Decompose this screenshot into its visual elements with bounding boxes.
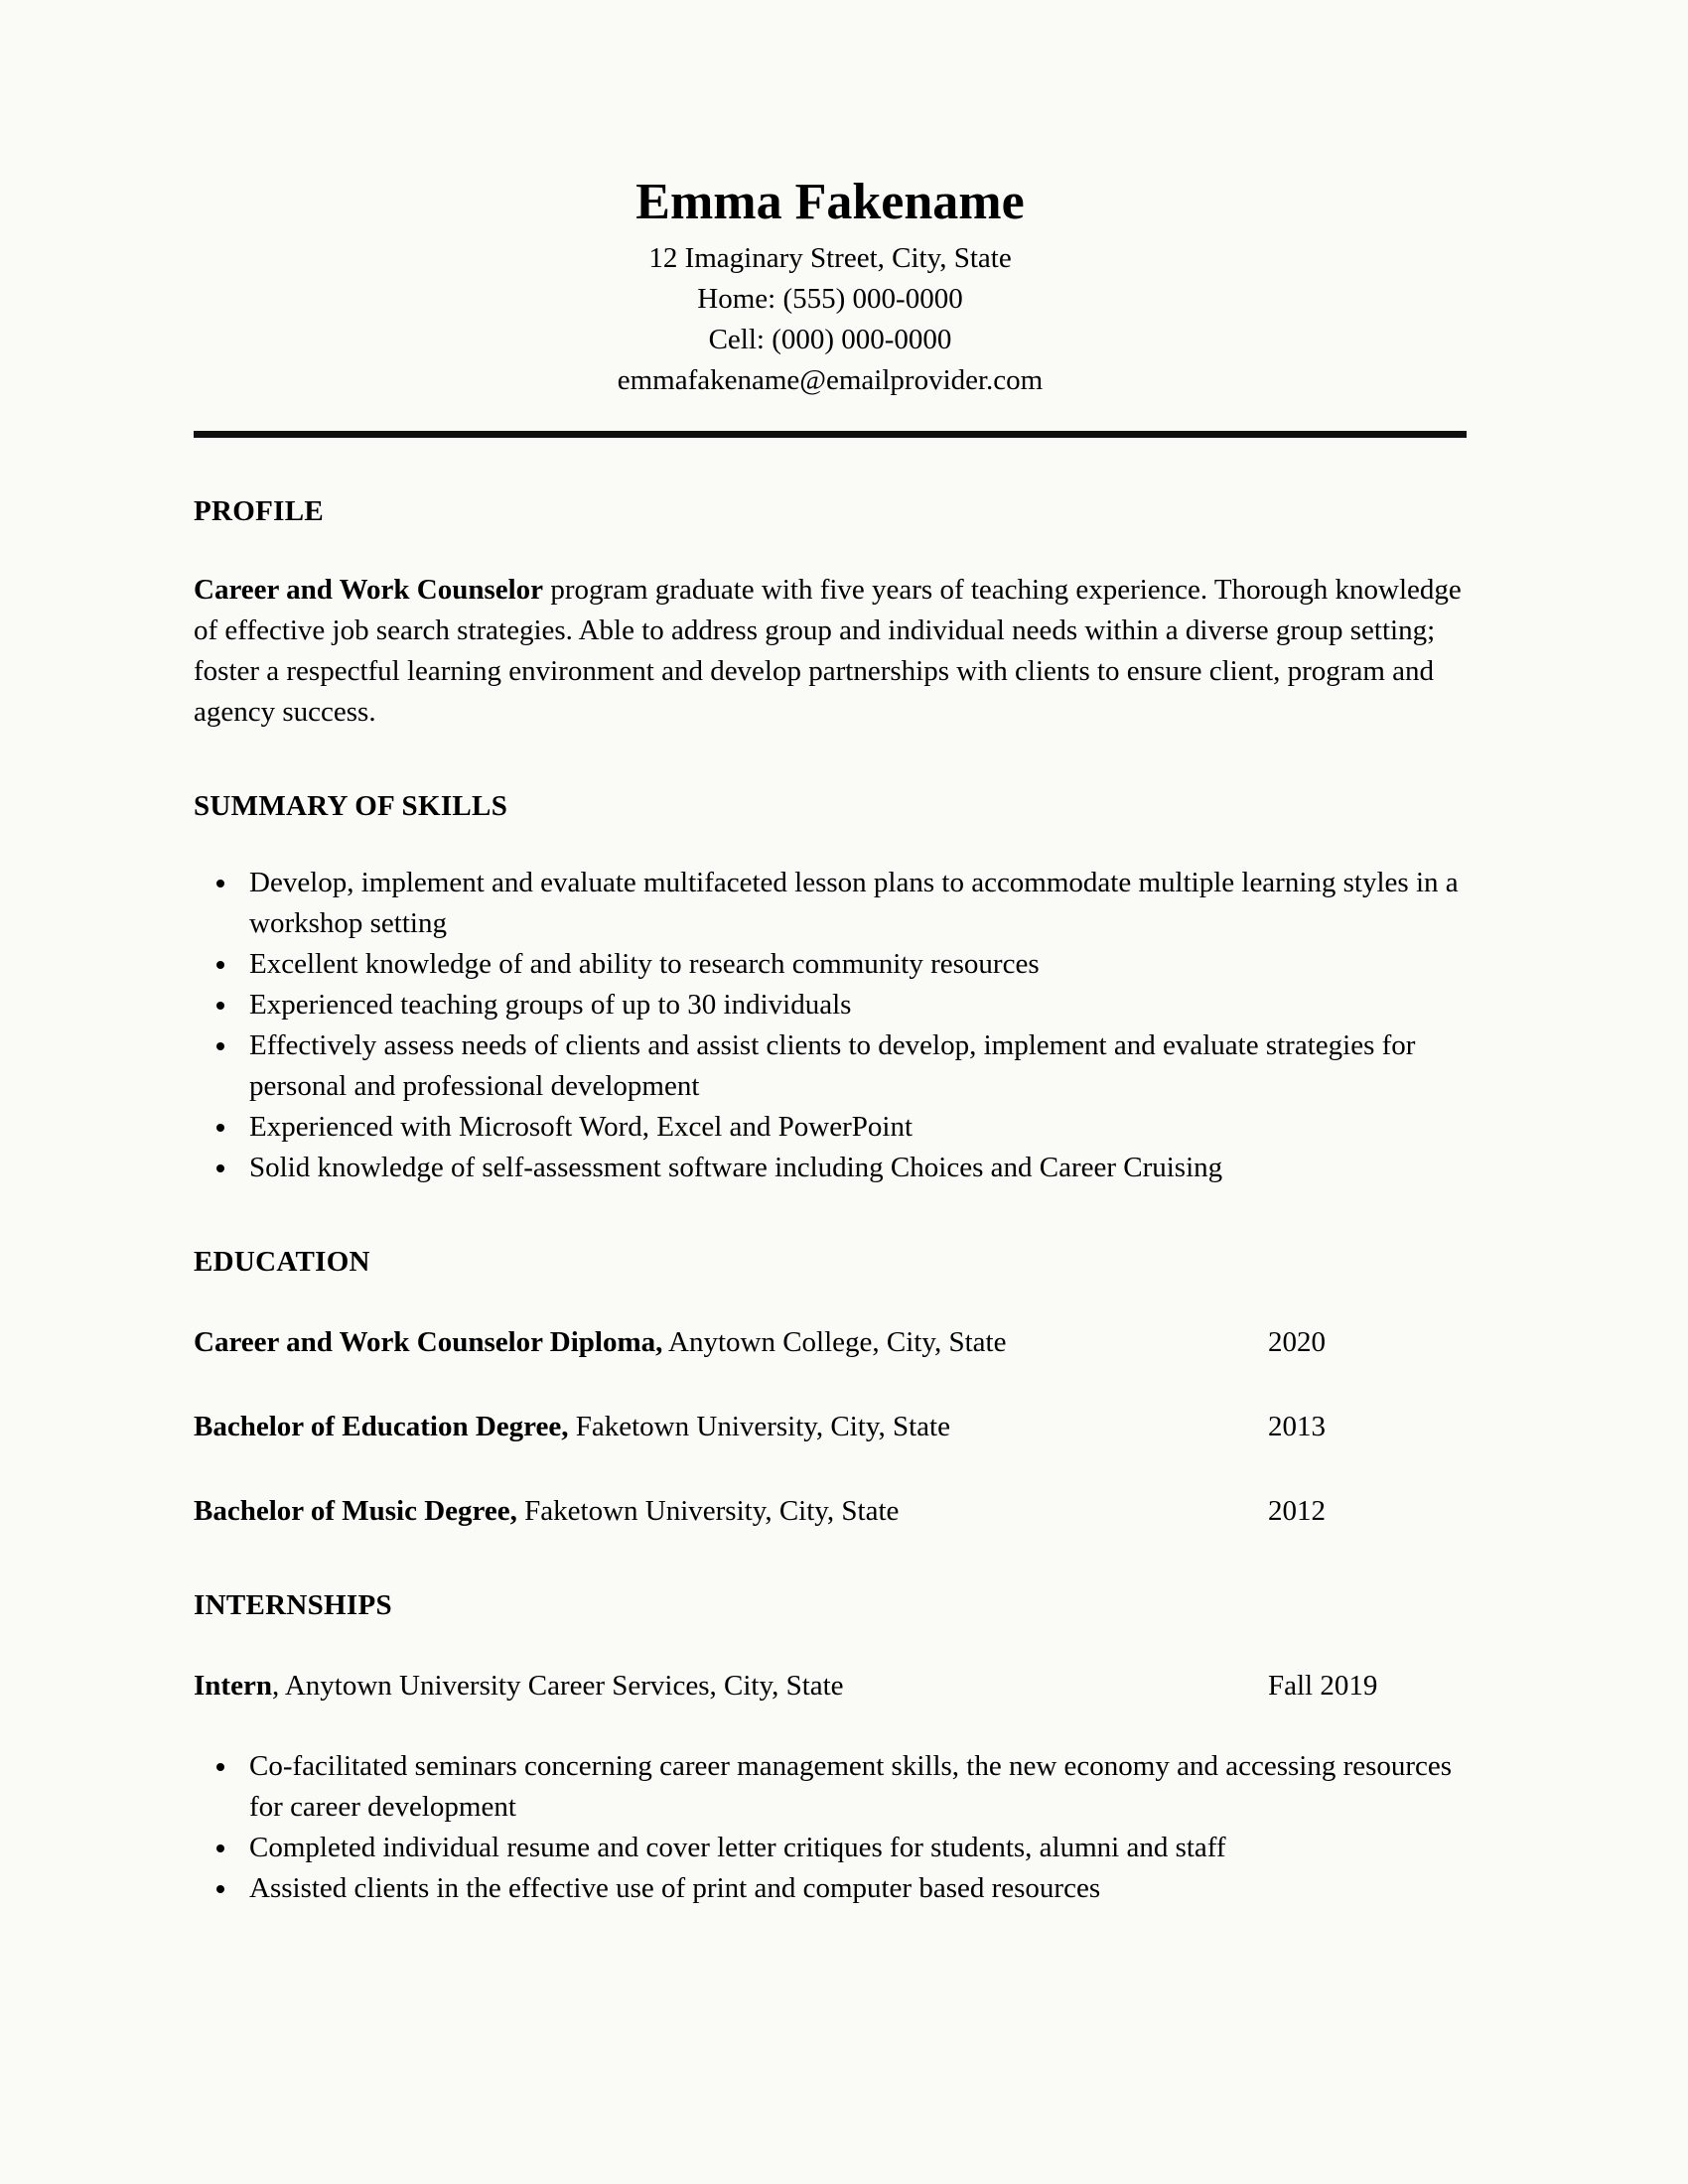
- education-year: 2012: [1268, 1495, 1326, 1528]
- home-phone-line: Home: (555) 000-0000: [697, 283, 963, 316]
- profile-heading: PROFILE: [194, 495, 324, 528]
- education-entry-text: [194, 1407, 1268, 1447]
- cell-phone-line: Cell: (000) 000-0000: [708, 324, 952, 356]
- skill-item: • Develop, implement and evaluate multifaceted lesson plans to accommodate multiple learning styles in a workshop setting: [239, 863, 1467, 944]
- skill-item: • Experienced teaching groups of up to 30 individuals: [239, 985, 1467, 1025]
- education-year: 2013: [1268, 1411, 1326, 1443]
- internship-duty-item: • Co-facilitated seminars concerning career management skills, the new economy and accessing resources for career development: [239, 1746, 1467, 1828]
- internship-entry: [194, 1666, 1467, 1706]
- skill-item: • Solid knowledge of self-assessment software including Choices and Career Cruising: [239, 1148, 1467, 1188]
- internship-duties-list: [194, 1746, 1467, 1909]
- internship-duty-item: • Completed individual resume and cover letter critiques for students, alumni and staff: [239, 1828, 1467, 1868]
- degree-detail: Faketown University, City, State: [516, 1495, 900, 1528]
- degree-detail: Anytown College, City, State: [662, 1326, 1007, 1359]
- education-entry: [194, 1322, 1467, 1363]
- internship-date: Fall 2019: [1268, 1670, 1378, 1703]
- internship-title: Intern: [194, 1670, 272, 1703]
- skills-list: [194, 863, 1467, 1188]
- profile-paragraph: [194, 570, 1467, 733]
- education-entry-text: [194, 1491, 1268, 1532]
- internship-detail: , Anytown University Career Services, City, State: [271, 1670, 844, 1703]
- internship-duty-item: • Assisted clients in the effective use of print and computer based resources: [239, 1868, 1467, 1909]
- candidate-name: Emma Fakename: [635, 174, 1025, 230]
- internship-entry-text: [194, 1666, 1268, 1706]
- degree-name: Bachelor of Music Degree,: [194, 1495, 517, 1528]
- skills-heading: SUMMARY OF SKILLS: [194, 790, 508, 823]
- skill-item: • Excellent knowledge of and ability to research community resources: [239, 944, 1467, 985]
- resume-header: [194, 174, 1467, 401]
- internships-heading: INTERNSHIPS: [194, 1589, 392, 1622]
- education-year: 2020: [1268, 1326, 1326, 1359]
- header-divider: [194, 431, 1467, 438]
- skill-item: • Effectively assess needs of clients and assist clients to develop, implement and evaluate strategies for personal and professional development: [239, 1025, 1467, 1107]
- profile-body: program graduate with five years of teaching experience. Thorough knowledge of effective job search strategies. Able to address group and individual needs within a diverse group setting; foster a respectful learning environment and develop partnerships with clients to ensure client, program and agency success.: [194, 574, 1462, 729]
- email-line: emmafakename@emailprovider.com: [617, 364, 1044, 397]
- education-heading: EDUCATION: [194, 1246, 370, 1279]
- address-line: 12 Imaginary Street, City, State: [648, 242, 1012, 275]
- education-entry-text: [194, 1322, 1268, 1363]
- degree-name: Bachelor of Education Degree,: [194, 1411, 569, 1443]
- degree-detail: Faketown University, City, State: [568, 1411, 950, 1443]
- skill-item: • Experienced with Microsoft Word, Excel and PowerPoint: [239, 1107, 1467, 1148]
- degree-name: Career and Work Counselor Diploma,: [194, 1326, 663, 1359]
- education-entry: [194, 1407, 1467, 1447]
- profile-lead: Career and Work Counselor: [194, 574, 544, 607]
- education-entry: [194, 1491, 1467, 1532]
